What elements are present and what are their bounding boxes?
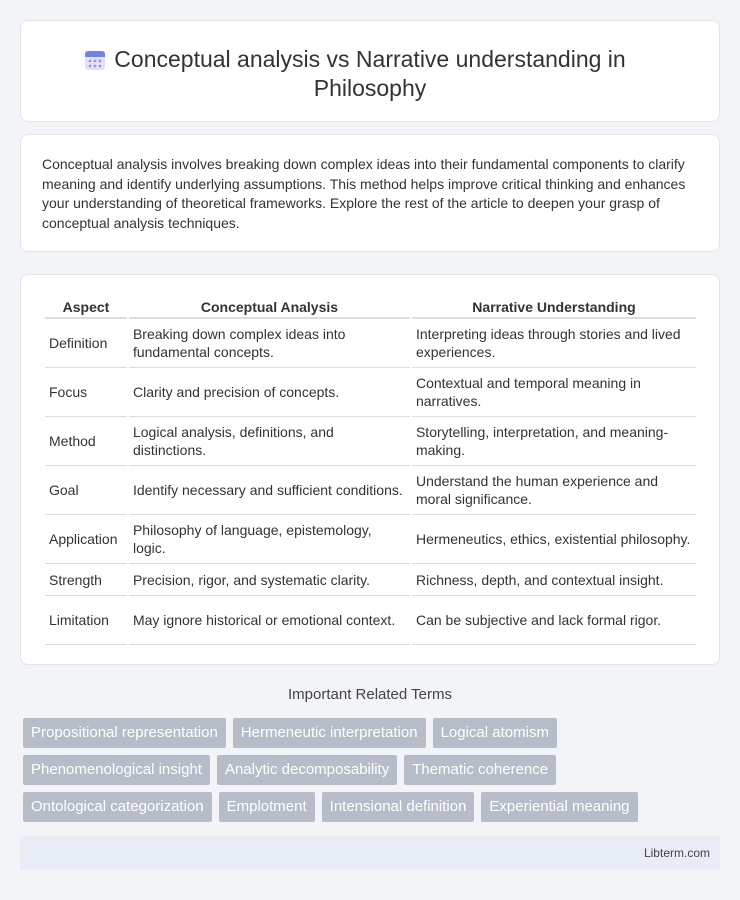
page-title-line1: Conceptual analysis vs Narrative understanding in <box>114 46 626 72</box>
cell-conceptual: Identify necessary and sufficient conditions. <box>129 466 410 515</box>
comparison-table <box>43 297 698 645</box>
related-terms-title: Important Related Terms <box>288 686 452 703</box>
table-row <box>45 417 696 466</box>
footer <box>20 836 720 870</box>
table-row <box>45 564 696 596</box>
table-header-row <box>45 297 696 319</box>
related-term-tag[interactable]: Thematic coherence <box>404 755 556 785</box>
cell-narrative: Interpreting ideas through stories and lived experiences. <box>412 319 696 368</box>
header-aspect: Aspect <box>45 297 127 319</box>
cell-conceptual: Precision, rigor, and systematic clarity. <box>129 564 410 596</box>
page-title <box>21 45 719 103</box>
intro-text: Conceptual analysis involves breaking down complex ideas into their fundamental components to clarify meaning and identify underlying assumptions. This method helps improve critical thinking and enhances your understanding of theoretical frameworks. Explore the rest of the article to deepen your grasp of conceptual analysis techniques. <box>42 156 686 231</box>
table-row <box>45 515 696 564</box>
cell-aspect: Application <box>45 515 127 564</box>
table-row <box>45 596 696 645</box>
cell-narrative: Contextual and temporal meaning in narratives. <box>412 368 696 417</box>
table-row <box>45 319 696 368</box>
cell-aspect: Strength <box>45 564 127 596</box>
cell-aspect: Definition <box>45 319 127 368</box>
header-conceptual: Conceptual Analysis <box>129 297 410 319</box>
header-narrative: Narrative Understanding <box>412 297 696 319</box>
related-term-tag[interactable]: Experiential meaning <box>481 792 637 822</box>
title-card <box>20 20 720 122</box>
cell-narrative: Hermeneutics, ethics, existential philosophy. <box>412 515 696 564</box>
cell-conceptual: Breaking down complex ideas into fundamental concepts. <box>129 319 410 368</box>
cell-aspect: Limitation <box>45 596 127 645</box>
cell-narrative: Understand the human experience and moral significance. <box>412 466 696 515</box>
cell-narrative: Can be subjective and lack formal rigor. <box>412 596 696 645</box>
intro-card <box>20 134 720 252</box>
cell-aspect: Goal <box>45 466 127 515</box>
cell-conceptual: Logical analysis, definitions, and distinctions. <box>129 417 410 466</box>
related-term-tag[interactable]: Intensional definition <box>322 792 475 822</box>
related-term-tag[interactable]: Hermeneutic interpretation <box>233 718 426 748</box>
related-term-tag[interactable]: Logical atomism <box>433 718 557 748</box>
related-term-tag[interactable]: Phenomenological insight <box>23 755 210 785</box>
related-term-tag[interactable]: Emplotment <box>219 792 315 822</box>
cell-conceptual: May ignore historical or emotional context. <box>129 596 410 645</box>
table-row <box>45 466 696 515</box>
related-term-tag[interactable]: Ontological categorization <box>23 792 212 822</box>
comparison-card <box>20 274 720 665</box>
table-row <box>45 368 696 417</box>
page-title-line2: Philosophy <box>313 75 427 101</box>
cell-narrative: Richness, depth, and contextual insight. <box>412 564 696 596</box>
cell-conceptual: Clarity and precision of concepts. <box>129 368 410 417</box>
footer-site[interactable]: Libterm.com <box>643 846 710 860</box>
cell-narrative: Storytelling, interpretation, and meaning-making. <box>412 417 696 466</box>
related-term-tag[interactable]: Analytic decomposability <box>217 755 397 785</box>
related-terms-list <box>23 718 703 822</box>
cell-conceptual: Philosophy of language, epistemology, logic. <box>129 515 410 564</box>
related-term-tag[interactable]: Propositional representation <box>23 718 226 748</box>
cell-aspect: Focus <box>45 368 127 417</box>
cell-aspect: Method <box>45 417 127 466</box>
